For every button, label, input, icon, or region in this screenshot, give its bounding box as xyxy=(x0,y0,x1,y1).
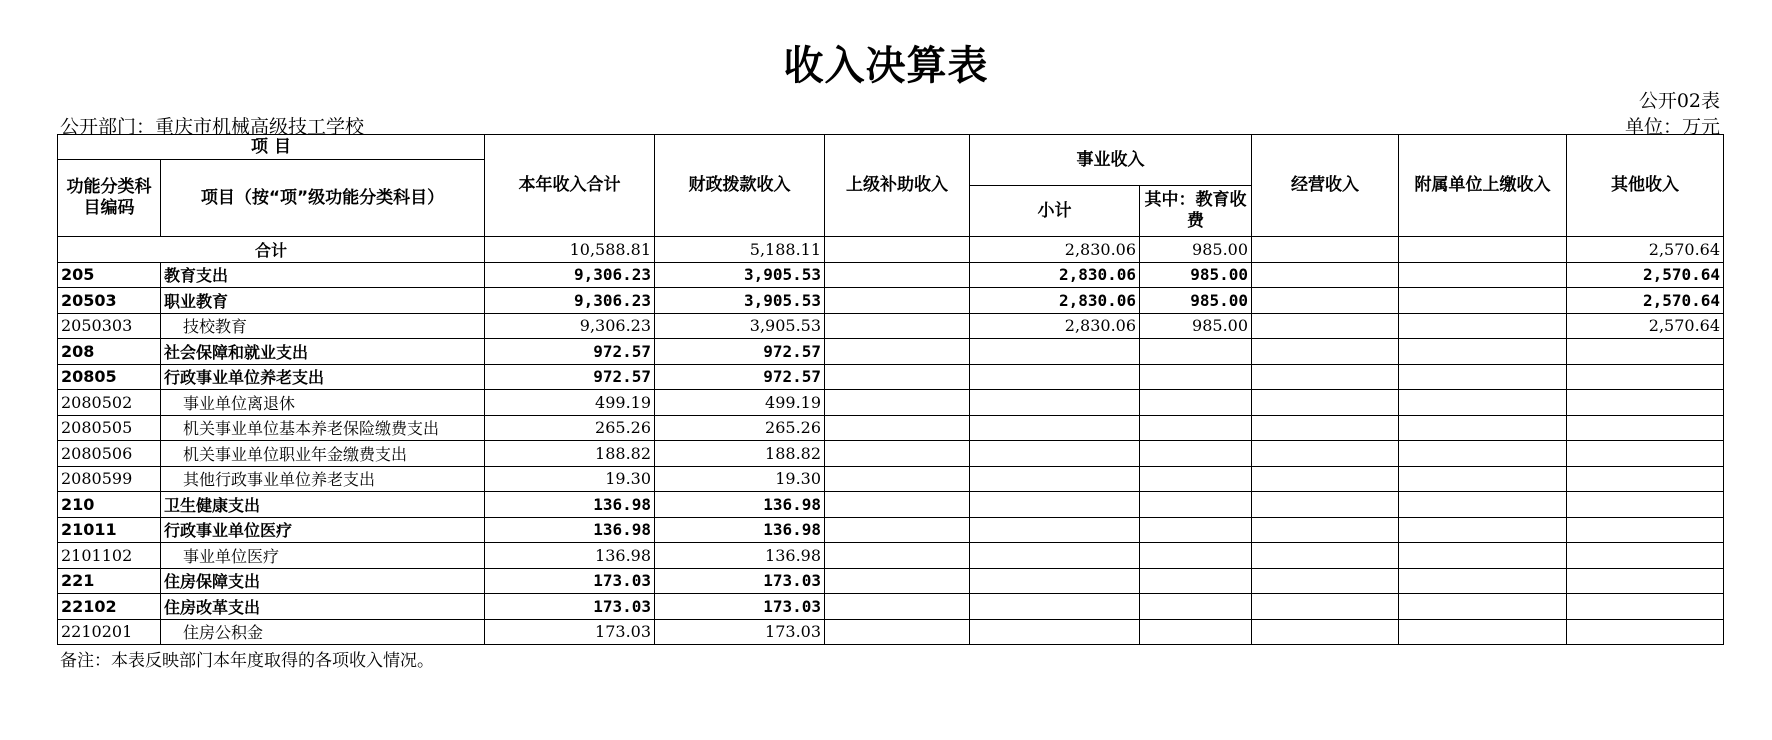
cell-fiscal: 499.19 xyxy=(655,390,825,416)
cell-total-income: 136.98 xyxy=(485,492,655,518)
cell-code: 2101102 xyxy=(58,543,161,569)
cell-operating xyxy=(1252,543,1399,569)
cell-edu-fee xyxy=(1140,441,1252,467)
table-row xyxy=(58,313,1724,339)
cell-fiscal: 265.26 xyxy=(655,415,825,441)
table-header xyxy=(58,135,1724,237)
cell-superior-subsidy xyxy=(825,313,970,339)
cell-operating xyxy=(1252,619,1399,645)
page-title: 收入决算表 xyxy=(783,43,989,89)
cell-total-income: 972.57 xyxy=(485,339,655,365)
cell-other xyxy=(1567,543,1724,569)
cell-superior-subsidy xyxy=(825,339,970,365)
header-superior-subsidy: 上级补助收入 xyxy=(825,135,970,237)
cell-superior-subsidy xyxy=(825,492,970,518)
cell-code: 20503 xyxy=(58,288,161,314)
cell-edu-fee: 985.00 xyxy=(1140,313,1252,339)
cell-edu-fee xyxy=(1140,492,1252,518)
cell-name: 行政事业单位养老支出 xyxy=(161,364,485,390)
cell-edu-fee xyxy=(1140,619,1252,645)
cell-affiliated xyxy=(1399,517,1567,543)
cell-operating xyxy=(1252,594,1399,620)
cell-superior-subsidy xyxy=(825,390,970,416)
cell-edu-fee xyxy=(1140,339,1252,365)
cell-superior-subsidy xyxy=(825,594,970,620)
cell-affiliated xyxy=(1399,543,1567,569)
cell-subtotal xyxy=(970,339,1140,365)
total-row xyxy=(58,237,1724,263)
cell-subtotal xyxy=(970,543,1140,569)
cell-edu-fee xyxy=(1140,594,1252,620)
header-business-income: 事业收入 xyxy=(970,135,1252,186)
cell-superior-subsidy xyxy=(825,543,970,569)
table-row xyxy=(58,262,1724,288)
cell-operating xyxy=(1252,466,1399,492)
cell-code: 21011 xyxy=(58,517,161,543)
header-other: 其他收入 xyxy=(1567,135,1724,237)
cell-subtotal xyxy=(970,594,1140,620)
cell-edu-fee: 985.00 xyxy=(1140,262,1252,288)
cell-total-income: 10,588.81 xyxy=(485,237,655,263)
cell-code: 2080505 xyxy=(58,415,161,441)
cell-total-income: 19.30 xyxy=(485,466,655,492)
cell-code: 2080599 xyxy=(58,466,161,492)
cell-other xyxy=(1567,390,1724,416)
cell-total-income: 188.82 xyxy=(485,441,655,467)
cell-fiscal: 136.98 xyxy=(655,543,825,569)
header-operating: 经营收入 xyxy=(1252,135,1399,237)
cell-edu-fee xyxy=(1140,466,1252,492)
form-number: 公开02表 xyxy=(1638,90,1720,112)
header-affiliated: 附属单位上缴收入 xyxy=(1399,135,1567,237)
cell-name: 职业教育 xyxy=(161,288,485,314)
cell-code: 20805 xyxy=(58,364,161,390)
cell-name: 机关事业单位基本养老保险缴费支出 xyxy=(161,415,485,441)
cell-code: 208 xyxy=(58,339,161,365)
cell-total-income: 173.03 xyxy=(485,594,655,620)
table-row xyxy=(58,441,1724,467)
cell-edu-fee xyxy=(1140,568,1252,594)
cell-name: 卫生健康支出 xyxy=(161,492,485,518)
table-row xyxy=(58,543,1724,569)
cell-edu-fee: 985.00 xyxy=(1140,288,1252,314)
cell-affiliated xyxy=(1399,364,1567,390)
cell-fiscal: 972.57 xyxy=(655,339,825,365)
cell-edu-fee xyxy=(1140,517,1252,543)
cell-other xyxy=(1567,441,1724,467)
cell-operating xyxy=(1252,390,1399,416)
cell-affiliated xyxy=(1399,568,1567,594)
cell-code: 22102 xyxy=(58,594,161,620)
cell-subtotal xyxy=(970,415,1140,441)
cell-subtotal: 2,830.06 xyxy=(970,288,1140,314)
cell-affiliated xyxy=(1399,390,1567,416)
cell-total-income: 9,306.23 xyxy=(485,288,655,314)
cell-superior-subsidy xyxy=(825,441,970,467)
cell-edu-fee xyxy=(1140,364,1252,390)
cell-affiliated xyxy=(1399,339,1567,365)
cell-subtotal xyxy=(970,441,1140,467)
header-item-name: 项目（按“项”级功能分类科目） xyxy=(161,160,485,237)
cell-total-income: 9,306.23 xyxy=(485,262,655,288)
cell-name: 住房公积金 xyxy=(161,619,485,645)
cell-name: 住房改革支出 xyxy=(161,594,485,620)
cell-affiliated xyxy=(1399,619,1567,645)
cell-operating xyxy=(1252,441,1399,467)
cell-operating xyxy=(1252,313,1399,339)
cell-name: 机关事业单位职业年金缴费支出 xyxy=(161,441,485,467)
cell-code: 2210201 xyxy=(58,619,161,645)
cell-fiscal: 136.98 xyxy=(655,492,825,518)
cell-total-income: 265.26 xyxy=(485,415,655,441)
cell-edu-fee xyxy=(1140,415,1252,441)
cell-affiliated xyxy=(1399,237,1567,263)
cell-name: 行政事业单位医疗 xyxy=(161,517,485,543)
cell-fiscal: 3,905.53 xyxy=(655,288,825,314)
cell-affiliated xyxy=(1399,466,1567,492)
cell-code: 2080502 xyxy=(58,390,161,416)
header-total-income: 本年收入合计 xyxy=(485,135,655,237)
cell-superior-subsidy xyxy=(825,517,970,543)
cell-other xyxy=(1567,364,1724,390)
cell-fiscal: 188.82 xyxy=(655,441,825,467)
header-func-code: 功能分类科目编码 xyxy=(58,160,161,237)
cell-name: 事业单位医疗 xyxy=(161,543,485,569)
cell-fiscal: 5,188.11 xyxy=(655,237,825,263)
cell-superior-subsidy xyxy=(825,568,970,594)
cell-fiscal: 173.03 xyxy=(655,568,825,594)
cell-operating xyxy=(1252,237,1399,263)
table-row xyxy=(58,568,1724,594)
cell-superior-subsidy xyxy=(825,415,970,441)
cell-fiscal: 19.30 xyxy=(655,466,825,492)
cell-name: 教育支出 xyxy=(161,262,485,288)
cell-total-income: 173.03 xyxy=(485,619,655,645)
cell-operating xyxy=(1252,364,1399,390)
total-label: 合计 xyxy=(58,237,485,263)
cell-code: 210 xyxy=(58,492,161,518)
table-row xyxy=(58,390,1724,416)
table-row xyxy=(58,517,1724,543)
department-label: 公开部门：重庆市机械高级技工学校 xyxy=(60,116,365,138)
table-row xyxy=(58,594,1724,620)
header-subtotal: 小计 xyxy=(970,186,1140,237)
cell-name: 住房保障支出 xyxy=(161,568,485,594)
cell-subtotal: 2,830.06 xyxy=(970,262,1140,288)
cell-operating xyxy=(1252,415,1399,441)
cell-subtotal xyxy=(970,568,1140,594)
cell-superior-subsidy xyxy=(825,288,970,314)
cell-other xyxy=(1567,517,1724,543)
cell-subtotal xyxy=(970,466,1140,492)
cell-other: 2,570.64 xyxy=(1567,313,1724,339)
cell-subtotal xyxy=(970,517,1140,543)
table-body xyxy=(58,237,1724,645)
cell-name: 其他行政事业单位养老支出 xyxy=(161,466,485,492)
cell-affiliated xyxy=(1399,415,1567,441)
header-edu-fee: 其中：教育收费 xyxy=(1140,186,1252,237)
cell-superior-subsidy xyxy=(825,262,970,288)
cell-other: 2,570.64 xyxy=(1567,288,1724,314)
table-row xyxy=(58,415,1724,441)
table-row xyxy=(58,364,1724,390)
cell-code: 221 xyxy=(58,568,161,594)
cell-edu-fee xyxy=(1140,390,1252,416)
cell-other xyxy=(1567,339,1724,365)
cell-operating xyxy=(1252,568,1399,594)
cell-edu-fee: 985.00 xyxy=(1140,237,1252,263)
header-fiscal: 财政拨款收入 xyxy=(655,135,825,237)
cell-other xyxy=(1567,594,1724,620)
cell-other xyxy=(1567,415,1724,441)
cell-operating xyxy=(1252,492,1399,518)
cell-subtotal: 2,830.06 xyxy=(970,237,1140,263)
cell-other xyxy=(1567,492,1724,518)
table-row xyxy=(58,339,1724,365)
cell-edu-fee xyxy=(1140,543,1252,569)
header-item: 项 目 xyxy=(58,135,485,160)
cell-affiliated xyxy=(1399,288,1567,314)
table-row xyxy=(58,288,1724,314)
cell-fiscal: 3,905.53 xyxy=(655,262,825,288)
cell-fiscal: 173.03 xyxy=(655,619,825,645)
cell-name: 事业单位离退休 xyxy=(161,390,485,416)
cell-subtotal xyxy=(970,390,1140,416)
cell-other xyxy=(1567,466,1724,492)
cell-subtotal xyxy=(970,619,1140,645)
cell-operating xyxy=(1252,288,1399,314)
unit-label: 单位：万元 xyxy=(1624,116,1720,138)
cell-total-income: 972.57 xyxy=(485,364,655,390)
cell-fiscal: 173.03 xyxy=(655,594,825,620)
cell-other xyxy=(1567,619,1724,645)
cell-superior-subsidy xyxy=(825,364,970,390)
cell-name: 社会保障和就业支出 xyxy=(161,339,485,365)
cell-affiliated xyxy=(1399,492,1567,518)
cell-other xyxy=(1567,568,1724,594)
cell-affiliated xyxy=(1399,262,1567,288)
cell-affiliated xyxy=(1399,441,1567,467)
cell-subtotal: 2,830.06 xyxy=(970,313,1140,339)
cell-code: 2050303 xyxy=(58,313,161,339)
table-row xyxy=(58,466,1724,492)
table-row xyxy=(58,492,1724,518)
cell-superior-subsidy xyxy=(825,466,970,492)
cell-fiscal: 136.98 xyxy=(655,517,825,543)
footnote: 备注：本表反映部门本年度取得的各项收入情况。 xyxy=(60,651,434,671)
cell-operating xyxy=(1252,517,1399,543)
cell-fiscal: 3,905.53 xyxy=(655,313,825,339)
cell-other: 2,570.64 xyxy=(1567,262,1724,288)
cell-total-income: 136.98 xyxy=(485,543,655,569)
cell-fiscal: 972.57 xyxy=(655,364,825,390)
income-table xyxy=(57,134,1724,645)
table-row xyxy=(58,619,1724,645)
cell-subtotal xyxy=(970,364,1140,390)
cell-affiliated xyxy=(1399,313,1567,339)
cell-superior-subsidy xyxy=(825,237,970,263)
cell-total-income: 173.03 xyxy=(485,568,655,594)
cell-other: 2,570.64 xyxy=(1567,237,1724,263)
cell-total-income: 9,306.23 xyxy=(485,313,655,339)
cell-subtotal xyxy=(970,492,1140,518)
cell-code: 2080506 xyxy=(58,441,161,467)
cell-code: 205 xyxy=(58,262,161,288)
cell-superior-subsidy xyxy=(825,619,970,645)
cell-total-income: 136.98 xyxy=(485,517,655,543)
cell-total-income: 499.19 xyxy=(485,390,655,416)
cell-operating xyxy=(1252,262,1399,288)
cell-operating xyxy=(1252,339,1399,365)
cell-name: 技校教育 xyxy=(161,313,485,339)
cell-affiliated xyxy=(1399,594,1567,620)
